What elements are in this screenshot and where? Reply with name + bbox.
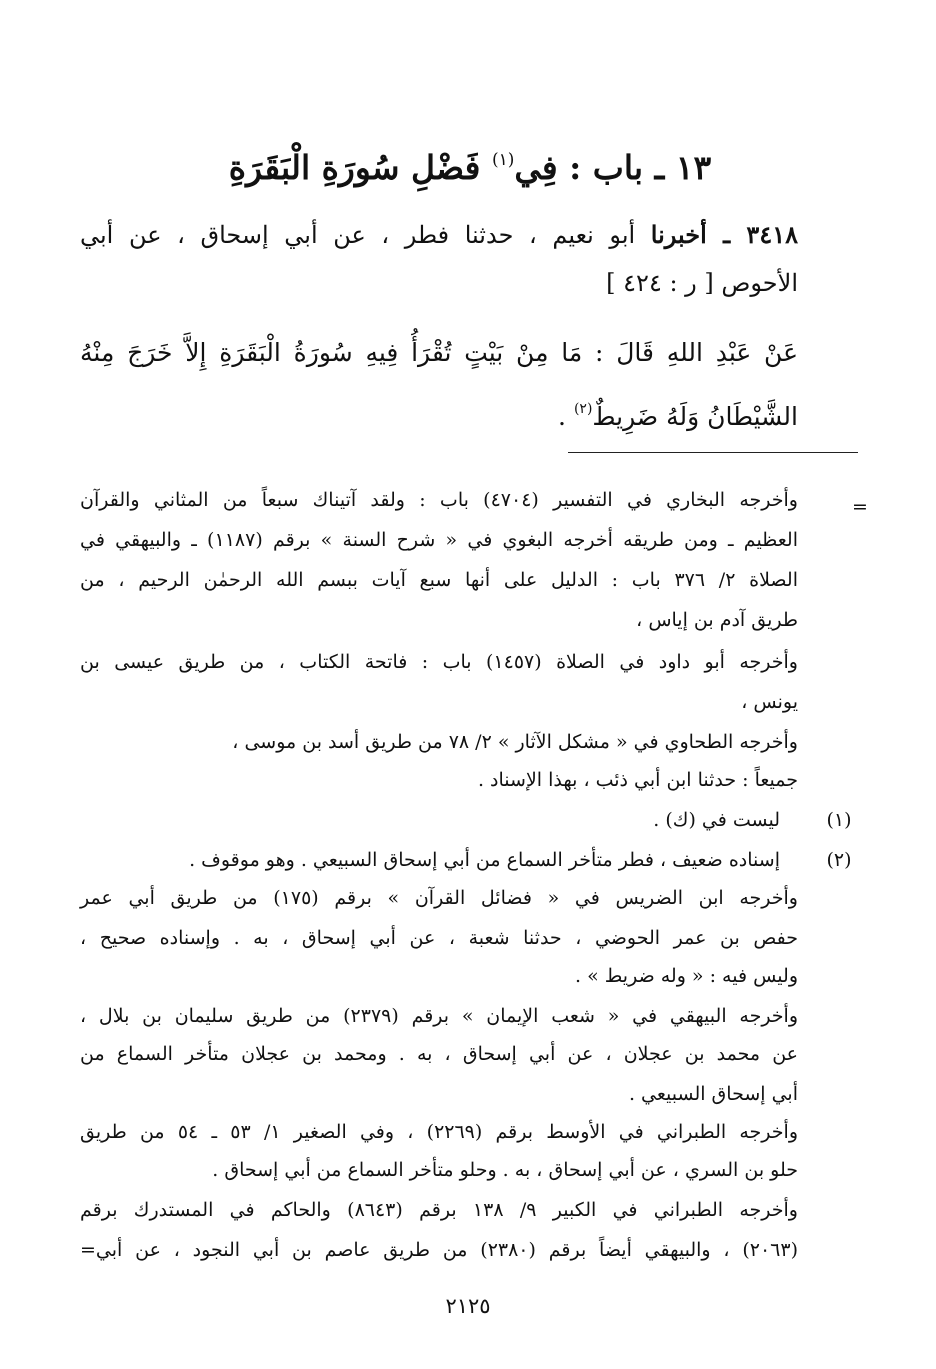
footnote-separator [568, 452, 858, 453]
footnote-line: وأخرجه الطبراني في الأوسط برقم (٢٢٦٩) ، وفي الصغير ١/ ٥٣ ـ ٥٤ من طريق [80, 1121, 798, 1143]
hadith-line-1: عَنْ عَبْدِ اللهِ قَالَ : مَا مِنْ بَيْتٍ تُقْرَأُ فِيهِ سُورَةُ الْبَقَرَةِ إِلاَّ خَرَجَ مِنْهُ [80, 338, 798, 367]
hadith-end: . [558, 402, 574, 431]
footnote-line: وأخرجه البخاري في التفسير (٤٧٠٤) باب : ولقد آتيناك سبعاً من المثاني والقرآن [80, 489, 798, 511]
footnote-1-text: ليست في (ك) . [653, 809, 780, 831]
footnote-line: العظيم ـ ومن طريقه أخرجه البغوي في « شرح السنة » برقم (١١٨٧) ـ والبيهقي في [80, 529, 798, 551]
footnote-line: وأخرجه أبو داود في الصلاة (١٤٥٧) باب : فاتحة الكتاب ، من طريق عيسى بن [80, 651, 798, 673]
chain-text-1: أبو نعيم ، حدثنا فطر ، عن أبي إسحاق ، عن أبي [80, 221, 651, 249]
heading-prefix: ١٣ ـ باب : فِي [514, 148, 712, 187]
hadith-text-2: الشَّيْطَانُ وَلَهُ ضَرِيطٌ [592, 402, 798, 431]
footnote-line: حفص بن عمر الحوضي ، حدثنا شعبة ، عن أبي إسحاق ، به . وإسناده صحيح ، [80, 927, 798, 949]
chapter-heading [120, 138, 820, 190]
hadith-note-ref: (٢) [573, 401, 593, 417]
footnote-1-number: (١) [826, 809, 852, 831]
footnote-2-number: (٢) [826, 849, 852, 871]
footnote-line: وأخرجه البيهقي في « شعب الإيمان » برقم (٢٣٧٩) من طريق سليمان بن بلال ، [80, 1005, 798, 1027]
footnote-line: إسناده ضعيف ، فطر متأخر السماع من أبي إسحاق السبيعي . وهو موقوف . [189, 849, 780, 871]
chain-line-1 [80, 218, 798, 252]
footnote-line: يونس ، [741, 691, 798, 713]
hadith-number: ٣٤١٨ ـ أخبرنا [650, 220, 798, 249]
footnote-line: وأخرجه ابن الضريس في « فضائل القرآن » برقم (١٧٥) من طريق أبي عمر [80, 887, 798, 909]
footnote-line: وأخرجه الطحاوي في « مشكل الآثار » ٢/ ٧٨ من طريق أسد بن موسى ، [232, 731, 798, 753]
footnote-line: (٢٠٦٣) ، والبيهقي أيضاً برقم (٢٣٨٠) من طريق عاصم بن أبي النجود ، عن أبي= [80, 1239, 798, 1261]
hadith-line-2 [80, 392, 798, 434]
footnote-line: طريق آدم بن إياس ، [636, 609, 798, 631]
page-number: ٢١٢٥ [445, 1294, 491, 1318]
chain-line-2: الأحوص [ ر : ٤٢٤ ] [606, 269, 798, 297]
heading-title: فَضْلِ سُورَةِ الْبَقَرَةِ [228, 148, 492, 187]
footnote-line: أبي إسحاق السبيعي . [628, 1083, 798, 1105]
footnote-line: جميعاً : حدثنا ابن أبي ذئب ، بهذا الإسناد . [477, 769, 798, 791]
footnote-line: وأخرجه الطبراني في الكبير ٩/ ١٣٨ برقم (٨٦٤٣) والحاكم في المستدرك برقم [80, 1199, 798, 1221]
footnote-line: وليس فيه : « وله ضريط » . [575, 965, 798, 987]
footnote-line: عن محمد بن عجلان ، عن أبي إسحاق ، به . ومحمد بن عجلان متأخر السماع من [80, 1043, 798, 1065]
continuation-mark: = [852, 496, 868, 518]
heading-note-ref: (١) [491, 150, 515, 170]
footnote-line: الصلاة ٢/ ٣٧٦ باب : الدليل على أنها سبع آيات ببسم الله الرحمٰن الرحيم ، من [80, 569, 798, 591]
footnote-line: حلو بن السري ، عن أبي إسحاق ، به . وحلو متأخر السماع من أبي إسحاق . [212, 1159, 798, 1181]
